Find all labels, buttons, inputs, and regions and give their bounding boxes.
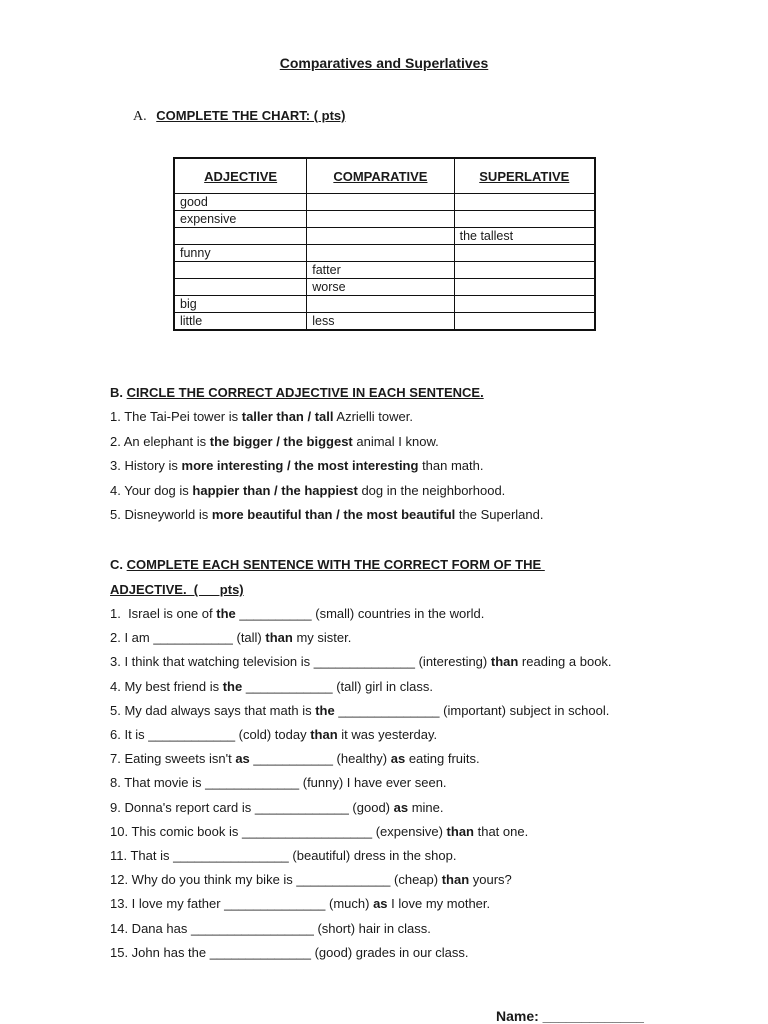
chart-row: [174, 245, 595, 262]
sentence-text: I love my mother.: [387, 896, 491, 912]
section-c-sentence-13: [110, 896, 490, 911]
chart-cell-superlative[interactable]: [454, 194, 595, 211]
sentence-text: 2. An elephant is: [110, 433, 210, 449]
chart-cell-adjective[interactable]: [174, 262, 307, 279]
section-b-sentence-3: [110, 458, 484, 473]
chart-cell-comparative[interactable]: [307, 211, 454, 228]
sentence-text: 1. Israel is one of: [110, 606, 217, 621]
section-c-sentence-14: [110, 921, 431, 936]
chart-cell-comparative[interactable]: fatter: [307, 262, 454, 279]
answer-choice-text[interactable]: the: [216, 606, 236, 621]
chart-cell-comparative[interactable]: [307, 228, 454, 245]
name-field-label[interactable]: Name: _____________: [496, 1008, 644, 1024]
section-c-heading-line2: [110, 582, 244, 597]
chart-cell-superlative[interactable]: [454, 279, 595, 296]
chart-cell-adjective[interactable]: good: [174, 194, 307, 211]
chart-cell-superlative[interactable]: the tallest: [454, 228, 595, 245]
chart-body: [174, 194, 595, 331]
sentence-text: my sister.: [292, 630, 352, 646]
section-c-sentence-9: [110, 800, 444, 815]
sentence-text: 10. This comic book is __________________ (expensive): [110, 823, 447, 839]
sentence-text: ______________ (important) subject in school.: [334, 702, 610, 718]
page-title: Comparatives and Superlatives: [279, 55, 489, 71]
sentence-text: 8. That movie is _____________ (funny) I have ever seen.: [110, 775, 447, 791]
chart-header-superlative: SUPERLATIVE: [454, 158, 595, 194]
answer-choice-text[interactable]: taller than / tall: [241, 409, 334, 424]
section-c-prefix: C.: [110, 557, 123, 572]
section-b-instruction: CIRCLE THE CORRECT ADJECTIVE IN EACH SENTENCE.: [126, 385, 484, 400]
sentence-text: ____________ (tall) girl in class.: [242, 678, 433, 694]
chart-cell-superlative[interactable]: [454, 296, 595, 313]
sentence-text: it was yesterday.: [337, 727, 438, 742]
section-b-prefix: B.: [110, 385, 123, 400]
chart-row: [174, 313, 595, 331]
chart-row: [174, 262, 595, 279]
section-c-sentence-10: [110, 824, 528, 839]
sentence-text: 2. I am ___________ (tall): [110, 630, 266, 646]
answer-choice-text[interactable]: than: [310, 727, 338, 742]
sentence-text: 4. My best friend is: [110, 678, 223, 694]
answer-choice-text[interactable]: the: [315, 702, 335, 718]
section-c-sentence-8: [110, 775, 447, 790]
answer-choice-text[interactable]: than: [490, 654, 519, 670]
section-c-sentence-1: [110, 606, 484, 621]
section-a-heading: [133, 108, 345, 125]
answer-choice-text[interactable]: as: [390, 751, 406, 767]
answer-choice-text[interactable]: than: [441, 872, 470, 888]
chart-row: [174, 211, 595, 228]
answer-choice-text[interactable]: than: [265, 630, 293, 646]
sentence-text: 1. The Tai-Pei tower is: [110, 409, 242, 424]
sentence-text: 15. John has the ______________ (good) grades in our class.: [110, 944, 469, 960]
section-c-instruction-line1: COMPLETE EACH SENTENCE WITH THE CORRECT FORM OF THE: [126, 557, 545, 572]
answer-choice-text[interactable]: happier than / the happiest: [192, 482, 358, 498]
chart-cell-adjective[interactable]: big: [174, 296, 307, 313]
chart-cell-comparative[interactable]: less: [307, 313, 454, 331]
section-c-sentence-4: [110, 679, 433, 694]
section-a-instruction: COMPLETE THE CHART: ( pts): [156, 108, 346, 123]
chart-cell-adjective[interactable]: little: [174, 313, 307, 331]
chart-cell-adjective[interactable]: [174, 228, 307, 245]
sentence-text: the Superland.: [455, 507, 544, 522]
answer-choice-text[interactable]: the: [222, 678, 243, 694]
sentence-text: 3. History is: [110, 458, 182, 473]
sentence-text: 12. Why do you think my bike is _____________ (cheap): [110, 872, 442, 888]
sentence-text: dog in the neighborhood.: [357, 482, 506, 498]
sentence-text: 5. Disneyworld is: [110, 507, 212, 522]
sentence-text: that one.: [474, 823, 529, 839]
chart-cell-comparative[interactable]: [307, 245, 454, 262]
chart-header-adjective: ADJECTIVE: [174, 158, 307, 194]
section-b-sentence-5: [110, 507, 543, 522]
sentence-text: 5. My dad always says that math is: [110, 702, 316, 718]
section-c-sentence-11: [110, 848, 456, 863]
answer-choice-text[interactable]: more interesting / the most interesting: [181, 458, 419, 473]
section-a-letter: A.: [133, 109, 147, 124]
chart-cell-comparative[interactable]: [307, 296, 454, 313]
answer-choice-text[interactable]: than: [446, 823, 474, 839]
chart-cell-adjective[interactable]: funny: [174, 245, 307, 262]
sentence-text: yours?: [469, 872, 512, 888]
sentence-text: reading a book.: [518, 654, 612, 670]
sentence-text: mine.: [408, 799, 444, 815]
section-c-sentence-7: [110, 751, 480, 766]
section-b-heading: [110, 385, 484, 400]
chart-cell-superlative[interactable]: [454, 211, 595, 228]
chart-cell-adjective[interactable]: expensive: [174, 211, 307, 228]
sentence-text: animal I know.: [352, 433, 439, 449]
chart-cell-comparative[interactable]: [307, 194, 454, 211]
section-c-sentence-15: [110, 945, 468, 960]
section-b-sentence-4: [110, 483, 505, 498]
chart-cell-adjective[interactable]: [174, 279, 307, 296]
answer-choice-text[interactable]: as: [393, 799, 409, 815]
sentence-text: than math.: [418, 458, 484, 473]
chart-row: [174, 279, 595, 296]
section-c-instruction-line2: ADJECTIVE. ( pts): [110, 582, 244, 597]
sentence-text: 3. I think that watching television is ______________ (interesting): [110, 654, 491, 670]
section-c-sentence-3: [110, 654, 612, 669]
sentence-text: eating fruits.: [405, 751, 480, 767]
sentence-text: ___________ (healthy): [249, 751, 391, 767]
sentence-text: 13. I love my father ______________ (much): [110, 896, 374, 912]
section-b-sentence-2: [110, 434, 439, 449]
answer-choice-text[interactable]: as: [373, 896, 388, 912]
section-c-sentence-12: [110, 872, 512, 887]
chart-cell-superlative[interactable]: [454, 262, 595, 279]
chart-cell-superlative[interactable]: [454, 245, 595, 262]
comparison-chart: [173, 157, 596, 331]
section-c-heading: [110, 557, 545, 572]
sentence-text: 4. Your dog is: [110, 482, 193, 498]
sentence-text: 14. Dana has _________________ (short) hair in class.: [110, 920, 431, 936]
section-b-sentence-1: [110, 409, 413, 424]
sentence-text: __________ (small) countries in the world.: [235, 606, 485, 621]
sentence-text: 9. Donna's report card is _____________ (good): [110, 799, 394, 815]
sentence-text: 7. Eating sweets isn't: [110, 751, 236, 767]
sentence-text: 6. It is ____________ (cold) today: [110, 727, 311, 742]
chart-row: [174, 296, 595, 313]
answer-choice-text[interactable]: more beautiful than / the most beautiful: [211, 507, 456, 522]
answer-choice-text[interactable]: as: [235, 751, 250, 767]
chart-row: [174, 228, 595, 245]
sentence-text: Azrielli tower.: [333, 409, 413, 424]
answer-choice-text[interactable]: the bigger / the biggest: [209, 433, 353, 449]
chart-cell-superlative[interactable]: [454, 313, 595, 331]
chart-header-comparative: COMPARATIVE: [307, 158, 454, 194]
chart-header-row: [174, 158, 595, 194]
section-c-sentence-5: [110, 703, 609, 718]
sentence-text: 11. That is ________________ (beautiful) dress in the shop.: [110, 848, 457, 863]
chart-cell-comparative[interactable]: worse: [307, 279, 454, 296]
chart-row: [174, 194, 595, 211]
section-c-sentence-2: [110, 630, 351, 645]
section-c-sentence-6: [110, 727, 437, 742]
